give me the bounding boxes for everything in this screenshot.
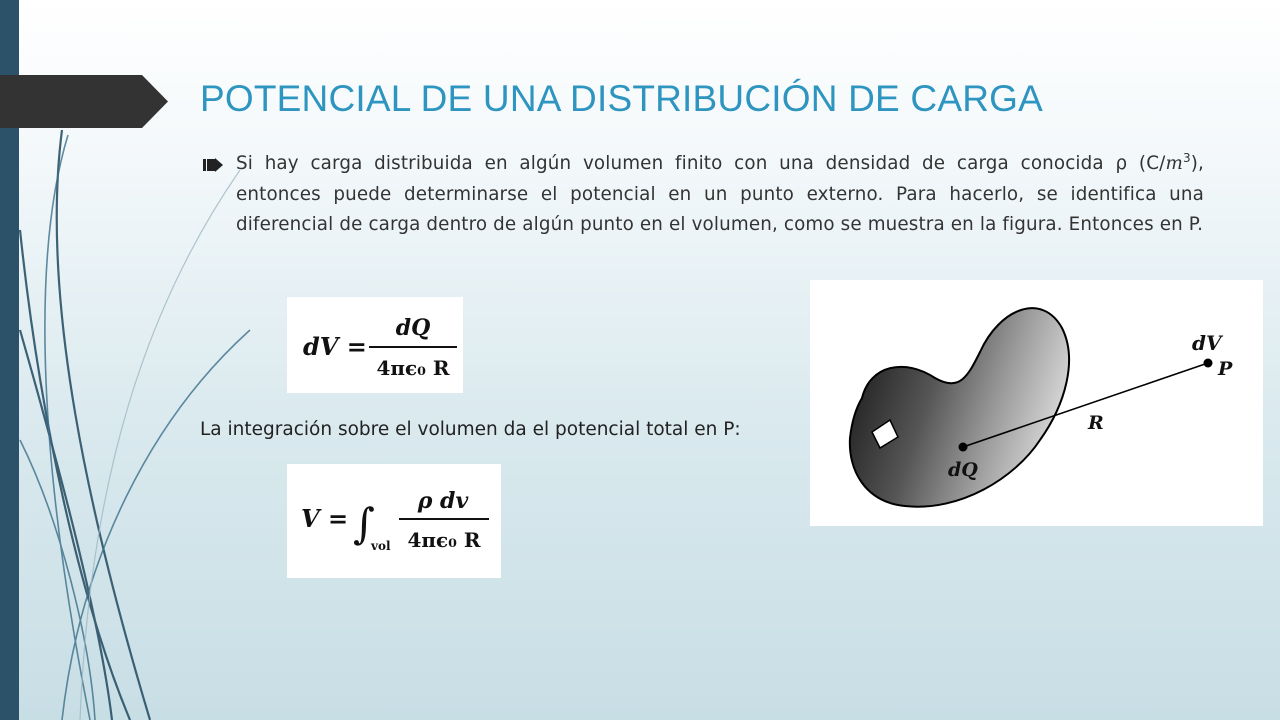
charge-distribution-figure — [810, 280, 1263, 526]
point-dq — [959, 443, 968, 452]
bullet-text-pre: Si hay carga distribuida en algún volumen finito con una densidad de carga conocida ρ (C/ — [236, 153, 1166, 174]
bullet-unit: m — [1165, 153, 1183, 174]
integration-text: La integración sobre el volumen da el potencial total en P: — [200, 419, 741, 440]
formula-dv — [287, 297, 463, 393]
formula-dv-denominator: 4πϵ₀ R — [376, 356, 450, 380]
bullet-paragraph — [236, 149, 1204, 241]
point-p — [1204, 359, 1213, 368]
bullet-unit-exponent: 3 — [1182, 151, 1191, 165]
figure-label-p: P — [1218, 358, 1233, 380]
figure-label-dq: dQ — [948, 459, 978, 481]
bullet-text-post: ), entonces puede determinarse el potencial en un punto externo. Para hacerlo, se identifica una diferencial de carga dentro de algún punto en el volumen, como se muestra en la figura. Entonces en P. — [236, 153, 1204, 235]
arrow-right-icon — [203, 158, 223, 172]
slide-title: POTENCIAL DE UNA DISTRIBUCIÓN DE CARGA — [200, 78, 1043, 119]
figure-label-dv: dV — [1192, 331, 1222, 355]
formula-v-numerator: ρ dv — [417, 488, 469, 514]
formula-v-subscript: vol — [371, 539, 391, 553]
formula-v-denominator: 4πϵ₀ R — [407, 528, 481, 552]
formula-v-lhs: V = — [301, 504, 349, 533]
formula-dv-lhs: dV = — [303, 332, 367, 361]
formula-dv-numerator: dQ — [395, 315, 431, 341]
figure-label-r: R — [1088, 412, 1104, 434]
formula-v — [287, 464, 501, 578]
formula-v-integral: ∫ — [353, 499, 375, 548]
title-arrow-shape — [0, 75, 168, 128]
